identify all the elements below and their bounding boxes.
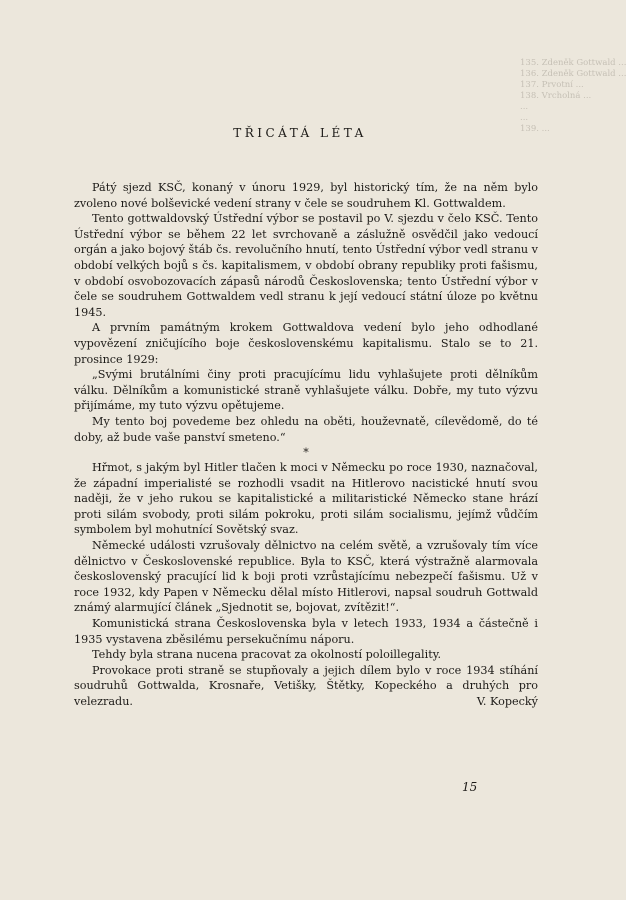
paragraph: Tehdy byla strana nucena pracovat za okolností poloillegality. (92, 648, 442, 662)
quote-paragraph: „Svými brutálními činy proti pracujícímu lidu vyhlašujete proti dělníkům válku. Dělníkům a komunistické straně vyhlašujete válku. Dobře, my tuto výzvu přijímáme, my tuto výzvu opětujeme. (74, 368, 538, 413)
bleed-line: 138. Vrcholná ... (520, 91, 592, 101)
paragraph: Komunistická strana Československa byla v letech 1933, 1934 a částečně i 1935 vystavena zběsilému persekučnímu náporu. (74, 617, 538, 646)
bleed-line: 135. Zdeněk Gottwald ... (520, 58, 626, 68)
bleed-line: ... (520, 102, 529, 112)
paragraph: Hřmot, s jakým byl Hitler tlačen k moci v Německu po roce 1930, naznačoval, že západní imperialisté se rozhodli vsadit na Hitlerovo nacistické hnutí svou naději, že v jeho rukou se kapitalistické a militaristické Německo stane hrází proti silám svobody, proti silám pokroku, proti silám socialismu, jejímž vůdčím symbolem byl mohutnící Sovětský svaz. (74, 461, 538, 537)
paragraph: Tento gottwaldovský Ústřední výbor se postavil po V. sjezdu v čelo KSČ. Tento Ústřední výbor se během 22 let svrchovaně a záslužně osvědčil jako vedoucí orgán a jako bojový štáb čs. revolučního hnutí, tento Ústřední výbor vedl stranu v období velkých bojů s čs. kapitalismem, v období obrany republiky proti fašismu, v období osvobozovacích zápasů národů Československa; tento Ústřední výbor v čele se soudruhem Gottwaldem vedl stranu k její vedoucí státní úloze po květnu 1945. (74, 212, 538, 319)
paragraph-last (74, 663, 538, 710)
paragraph: A prvním památným krokem Gottwaldova vedení bylo jeho odhodlané vypovězení zničujícího boje československému kapitalismu. Stalo se to 21. prosince 1929: (74, 321, 538, 366)
page-number: 15 (462, 780, 478, 794)
paragraph: Německé události vzrušovaly dělnictvo na celém světě, a vzrušovaly tím více dělnictvo v Československé republice. Byla to KSČ, která výstražně alarmovala československý pracující lid k boji proti vzrůstajícímu nebezpečí fašismu. Už v roce 1932, kdy Papen v Německu dělal místo Hitlerovi, napsal soudruh Gottwald známý alarmující článek „Sjednotit se, bojovat, zvítězit!“. (74, 539, 538, 615)
show-through-text (520, 58, 626, 135)
bleed-line: 139. ... (520, 124, 550, 134)
quote-paragraph: My tento boj povedeme bez ohledu na oběti, houževnatě, cílevědomě, do té doby, až bude vaše panství smeteno.“ (74, 414, 538, 444)
chapter-title: TŘICÁTÁ LÉTA (233, 126, 367, 140)
bleed-line: 137. Prvotní ... (520, 80, 584, 90)
author-signature: V. Kopecký (476, 695, 538, 708)
chapter-body (74, 180, 538, 710)
paragraph: Pátý sjezd KSČ, konaný v únoru 1929, byl historický tím, že na něm bylo zvoleno nové bolševické vedení strany v čele se soudruhem Kl. Gottwaldem. (74, 181, 538, 210)
paragraph-text: Provokace proti straně se stupňovaly a jejich dílem bylo v roce 1934 stíhání soudruhů Gottwalda, Krosnaře, Vetišky, Štětky, Kopeckého a druhých pro velezradu. (74, 663, 538, 708)
section-separator: * (303, 446, 309, 460)
bleed-line: ... (520, 113, 529, 123)
bleed-line: 136. Zdeněk Gottwald ... (520, 69, 626, 79)
